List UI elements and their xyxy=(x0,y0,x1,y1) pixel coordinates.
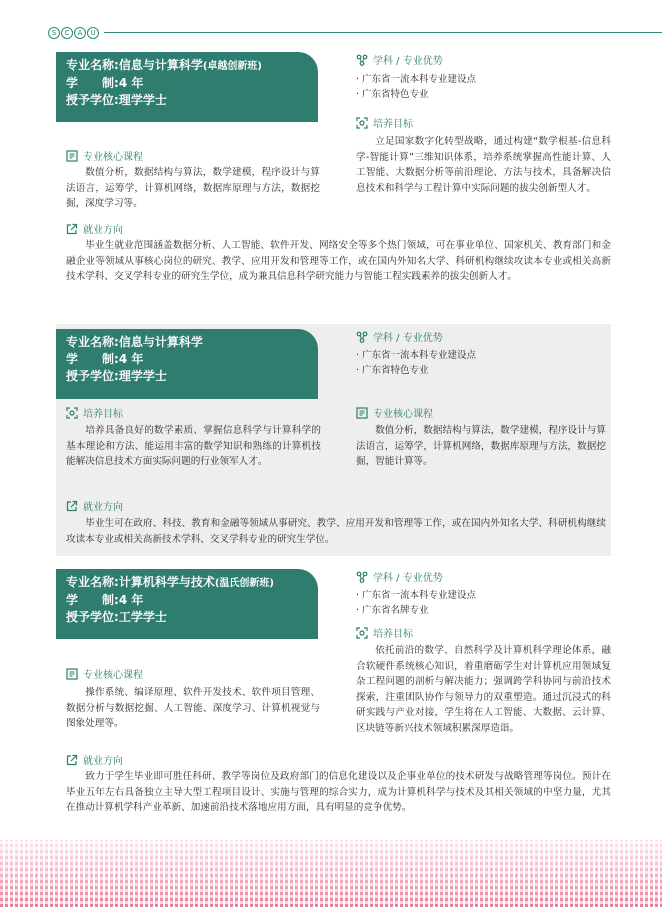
career-text: 致力于学生毕业即可胜任科研、教学等岗位及政府部门的信息化建设以及企事业单位的技术研发与战略管理等岗位。预计在毕业五年左右具备独立主导大型工程项目设计、实施与管理的综合实力，成为计算机科学与技术及其相关领域的中坚力量，尤其在推动计算机学科产业革新、加速前沿技术落地应用方面，具有明显的竞争优势。 xyxy=(66,771,611,813)
program2-header xyxy=(56,329,318,399)
goal-title: 培养目标 xyxy=(373,119,413,130)
courses-title: 专业核心课程 xyxy=(83,670,143,681)
target-icon xyxy=(356,117,368,129)
major-name-label: 专业名称: xyxy=(66,575,119,589)
courses-heading xyxy=(356,405,433,420)
program1-header xyxy=(56,52,318,122)
degree-value: 理学学士 xyxy=(118,369,167,383)
duration-label: 学 制: xyxy=(66,593,119,607)
advantage-heading xyxy=(356,52,443,67)
scau-logo xyxy=(48,27,99,39)
external-link-icon xyxy=(66,223,78,235)
courses-heading xyxy=(66,148,143,163)
logo-letter: A xyxy=(74,27,86,39)
courses-text: 操作系统、编译原理、软件开发技术、软件项目管理、数据分析与数据挖掘、人工智能、深度学习、计算机视觉与图象处理等。 xyxy=(66,687,320,729)
career-title: 就业方向 xyxy=(83,225,123,236)
book-icon xyxy=(66,150,78,162)
career-text: 毕业生可在政府、科技、教育和金融等领域从事研究、教学、应用开发和管理等工作，或在国内外知名大学、科研机构继续攻读本专业或相关高新技术学科、交叉学科专业的研究生学位。 xyxy=(66,518,606,545)
advantage-list xyxy=(356,72,476,102)
career-heading xyxy=(66,221,123,236)
book-icon xyxy=(356,407,368,419)
goal-title: 培养目标 xyxy=(373,629,413,640)
goal-heading xyxy=(356,625,413,640)
goal-text: 培养具备良好的数学素质、掌握信息科学与计算科学的基本理论和方法、能运用丰富的数学知识和熟练的计算机技能解决信息技术方面实际问题的行业领军人才。 xyxy=(66,425,321,467)
duration-value: 4 年 xyxy=(118,76,144,90)
book-icon xyxy=(66,668,78,680)
career-text: 毕业生就业范围涵盖数据分析、人工智能、软件开发、网络安全等多个热门领域，可在事业单位、国家机关、教育部门和金融企业等领域从事核心岗位的研究、教学、应用开发和管理等工作，或在国内外知名大学、科研机构继续攻读本专业或相关高新技术学科、交叉学科专业的研究生学位，成为兼具信息科学研究能力与智能工程实践素养的拔尖创新人才。 xyxy=(66,240,611,282)
target-icon xyxy=(356,627,368,639)
list-item: · 广东省名牌专业 xyxy=(356,605,429,616)
duration-value: 4 年 xyxy=(118,593,144,607)
advantage-title: 学科 / 专业优势 xyxy=(373,573,443,584)
external-link-icon xyxy=(66,754,78,766)
advantage-list xyxy=(356,588,476,618)
courses-title: 专业核心课程 xyxy=(373,409,433,420)
career-title: 就业方向 xyxy=(83,756,123,767)
career-heading xyxy=(66,498,123,513)
career-title: 就业方向 xyxy=(83,502,123,513)
major-name-suffix: (温氏创新班) xyxy=(214,578,274,589)
logo-letter: S xyxy=(48,27,60,39)
major-name: 计算机科学与技术 xyxy=(118,575,215,589)
advantage-title: 学科 / 专业优势 xyxy=(373,333,443,344)
list-item: · 广东省特色专业 xyxy=(356,365,429,376)
major-name-suffix: (卓越创新班) xyxy=(202,61,262,72)
program3-header xyxy=(56,569,318,639)
goal-title: 培养目标 xyxy=(83,409,123,420)
list-item: · 广东省一流本科专业建设点 xyxy=(356,350,477,361)
degree-value: 理学学士 xyxy=(118,93,167,107)
advantage-list xyxy=(356,348,476,378)
footer-decoration-mask xyxy=(0,840,662,907)
network-icon xyxy=(356,571,368,583)
degree-label: 授予学位: xyxy=(66,93,119,107)
list-item: · 广东省一流本科专业建设点 xyxy=(356,590,477,601)
advantage-title: 学科 / 专业优势 xyxy=(373,56,443,67)
courses-text: 数值分析，数据结构与算法，数学建模，程序设计与算法语言，运筹学，计算机网络，数据库原理与方法，数据挖掘，智能计算等。 xyxy=(356,425,606,467)
advantage-heading xyxy=(356,569,443,584)
logo-letter: C xyxy=(61,27,73,39)
courses-text: 数值分析，数据结构与算法，数学建模，程序设计与算法语言，运筹学，计算机网络，数据库原理与方法，数据挖掘，深度学习等。 xyxy=(66,167,320,209)
duration-label: 学 制: xyxy=(66,76,119,90)
degree-value: 工学学士 xyxy=(118,610,167,624)
advantage-heading xyxy=(356,329,443,344)
header-rule xyxy=(104,32,662,33)
major-name-label: 专业名称: xyxy=(66,58,119,72)
target-icon xyxy=(66,407,78,419)
degree-label: 授予学位: xyxy=(66,610,119,624)
degree-label: 授予学位: xyxy=(66,369,119,383)
network-icon xyxy=(356,54,368,66)
courses-heading xyxy=(66,666,143,681)
network-icon xyxy=(356,331,368,343)
list-item: · 广东省特色专业 xyxy=(356,89,429,100)
major-name: 信息与计算科学 xyxy=(118,58,203,72)
goal-heading xyxy=(66,405,123,420)
duration-value: 4 年 xyxy=(118,352,144,366)
career-heading xyxy=(66,752,123,767)
courses-title: 专业核心课程 xyxy=(83,152,143,163)
goal-heading xyxy=(356,115,413,130)
major-name-label: 专业名称: xyxy=(66,335,119,349)
list-item: · 广东省一流本科专业建设点 xyxy=(356,74,477,85)
external-link-icon xyxy=(66,500,78,512)
goal-text: 立足国家数字化转型战略，通过构建“数学根基-信息科学-智能计算”三维知识体系，培养系统掌握高性能计算、人工智能、大数据分析等前沿理论、方法与技术，具备解决信息技术和科学与工程计算中实际问题的拔尖创新型人才。 xyxy=(356,136,611,194)
logo-letter: U xyxy=(87,27,99,39)
duration-label: 学 制: xyxy=(66,352,119,366)
goal-text: 依托前沿的数学、自然科学及计算机科学理论体系，融合软硬件系统核心知识，着重磨砺学生对计算机应用领域复杂工程问题的剖析与解决能力；强调跨学科协同与前沿技术探索，注重团队协作与领导力的双重塑造。通过沉浸式的科研实践与产业对接，学生将在人工智能、大数据、云计算、区块链等新兴技术领域积累深厚造诣。 xyxy=(356,645,611,734)
major-name: 信息与计算科学 xyxy=(118,335,203,349)
